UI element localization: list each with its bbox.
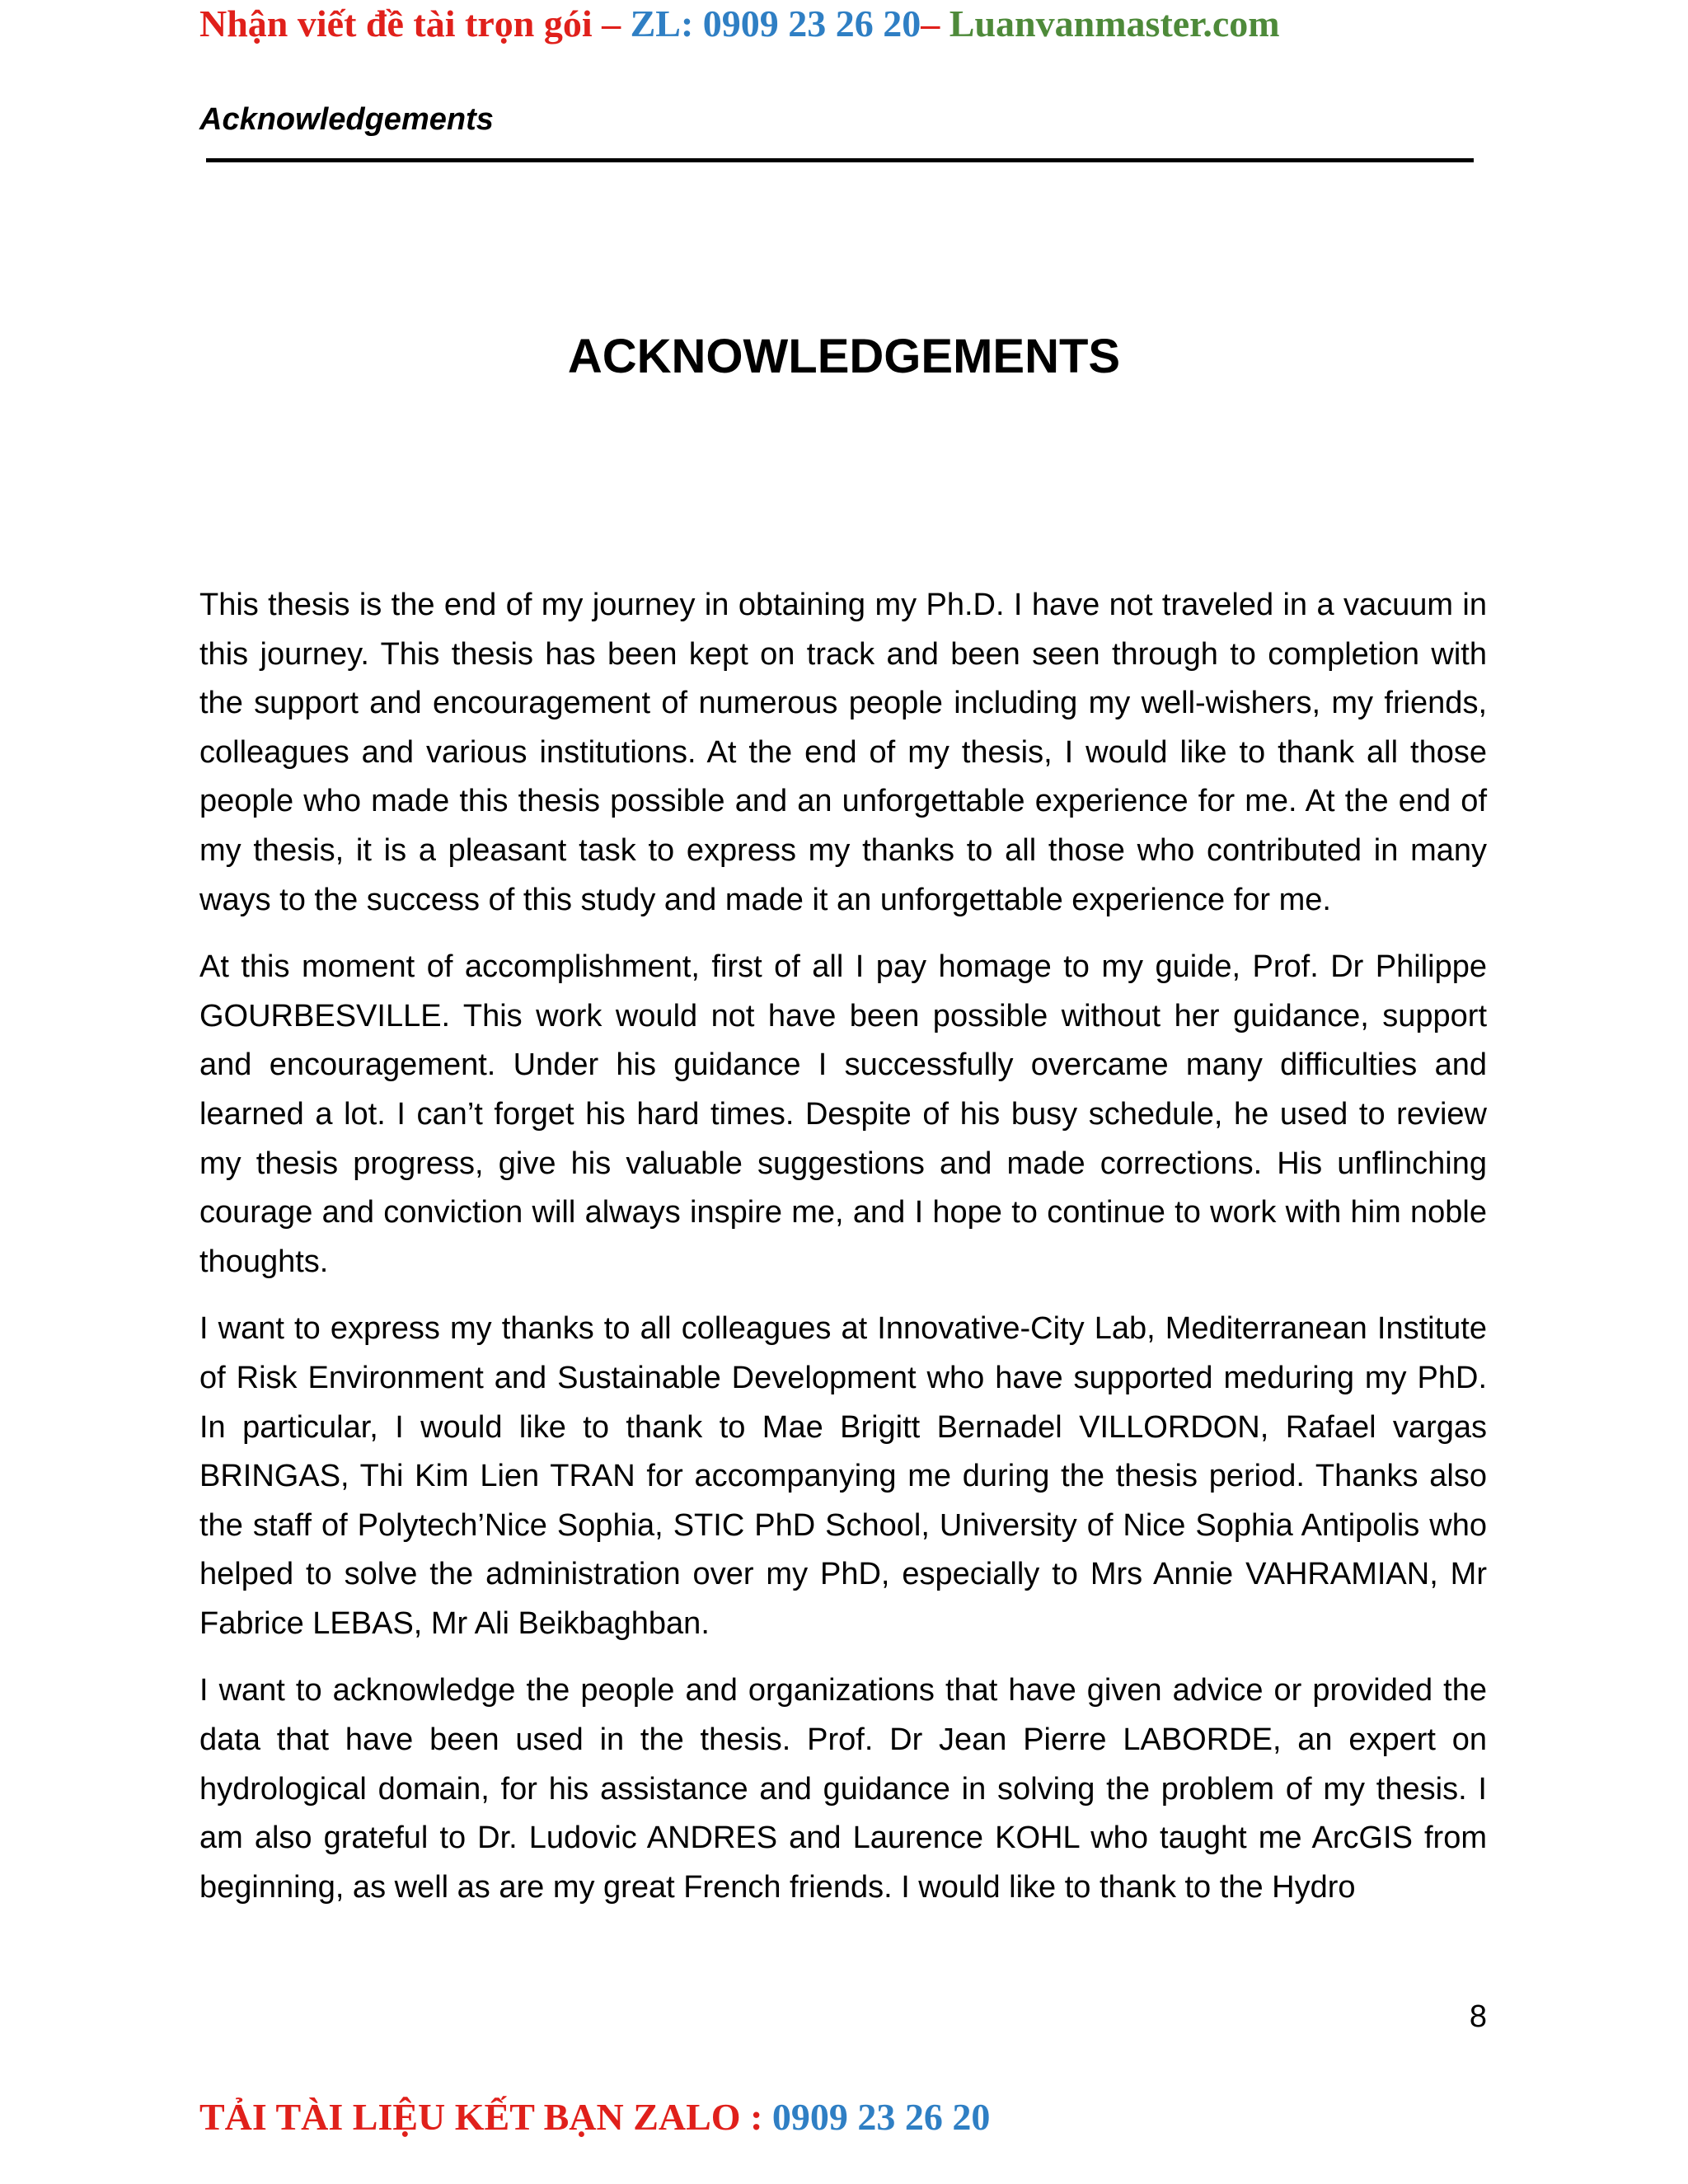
bottom-banner-phone[interactable]: 0909 23 26 20	[771, 2096, 991, 2138]
banner-service-text: Nhận viết đề tài trọn gói	[199, 2, 593, 45]
paragraph: I want to acknowledge the people and organizations that have given advice or provided the data that have been used in the thesis. Prof. Dr Jean Pierre LABORDE, an expert on hydrological domain, for his assistance and guidance in solving the problem of my thesis. I am also grateful to Dr. Ludovic ANDRES and Laurence KOHL who taught me ArcGIS from beginning, as well as are my great French friends. I would like to thank to the Hydro	[199, 1673, 1487, 1905]
banner-separator: –	[592, 2, 631, 45]
running-header: Acknowledgements	[199, 102, 494, 137]
page-title: ACKNOWLEDGEMENTS	[567, 330, 1121, 383]
header-divider	[206, 158, 1474, 162]
bottom-banner-separator: :	[740, 2096, 772, 2138]
bottom-banner-text: TẢI TÀI LIỆU KẾT BẠN ZALO	[199, 2096, 741, 2138]
banner-website-link[interactable]: Luanvanmaster.com	[949, 2, 1280, 45]
banner-phone[interactable]: ZL: 0909 23 26 20	[630, 2, 921, 45]
paragraph: I want to express my thanks to all colleagues at Innovative-City Lab, Mediterranean Institute of Risk Environment and Sustainable Development who have supported meduring my PhD. In particular, I would like to thank to Mae Brigitt Bernadel VILLORDON, Rafael vargas BRINGAS, Thi Kim Lien TRAN for accompanying me during the thesis period. Thanks also the staff of Polytech’Nice Sophia, STIC PhD School, University of Nice Sophia Antipolis who helped to solve the administration over my PhD, especially to Mrs Annie VAHRAMIAN, Mr Fabrice LEBAS, Mr Ali Beikbaghban.	[199, 1311, 1487, 1641]
page-number: 8	[1469, 1999, 1487, 2034]
body-text	[199, 581, 1487, 1930]
bottom-banner	[199, 2093, 1601, 2141]
banner-separator: –	[921, 2, 950, 45]
paragraph: This thesis is the end of my journey in obtaining my Ph.D. I have not traveled in a vacuum in this journey. This thesis has been kept on track and been seen through to completion with the support and encouragement of numerous people including my well-wishers, my friends, colleagues and various institutions. At the end of my thesis, I would like to thank all those people who made this thesis possible and an unforgettable experience for me. At the end of my thesis, it is a pleasant task to express my thanks to all those who contributed in many ways to the success of this study and made it an unforgettable experience for me.	[199, 588, 1487, 917]
paragraph: At this moment of accomplishment, first of all I pay homage to my guide, Prof. Dr Philippe GOURBESVILLE. This work would not have been possible without her guidance, support and encouragement. Under his guidance I successfully overcame many difficulties and learned a lot. I can’t forget his hard times. Despite of his busy schedule, he used to review my thesis progress, give his valuable suggestions and made corrections. His unflinching courage and conviction will always inspire me, and I hope to continue to work with him noble thoughts.	[199, 949, 1487, 1279]
top-banner	[199, 0, 1601, 51]
